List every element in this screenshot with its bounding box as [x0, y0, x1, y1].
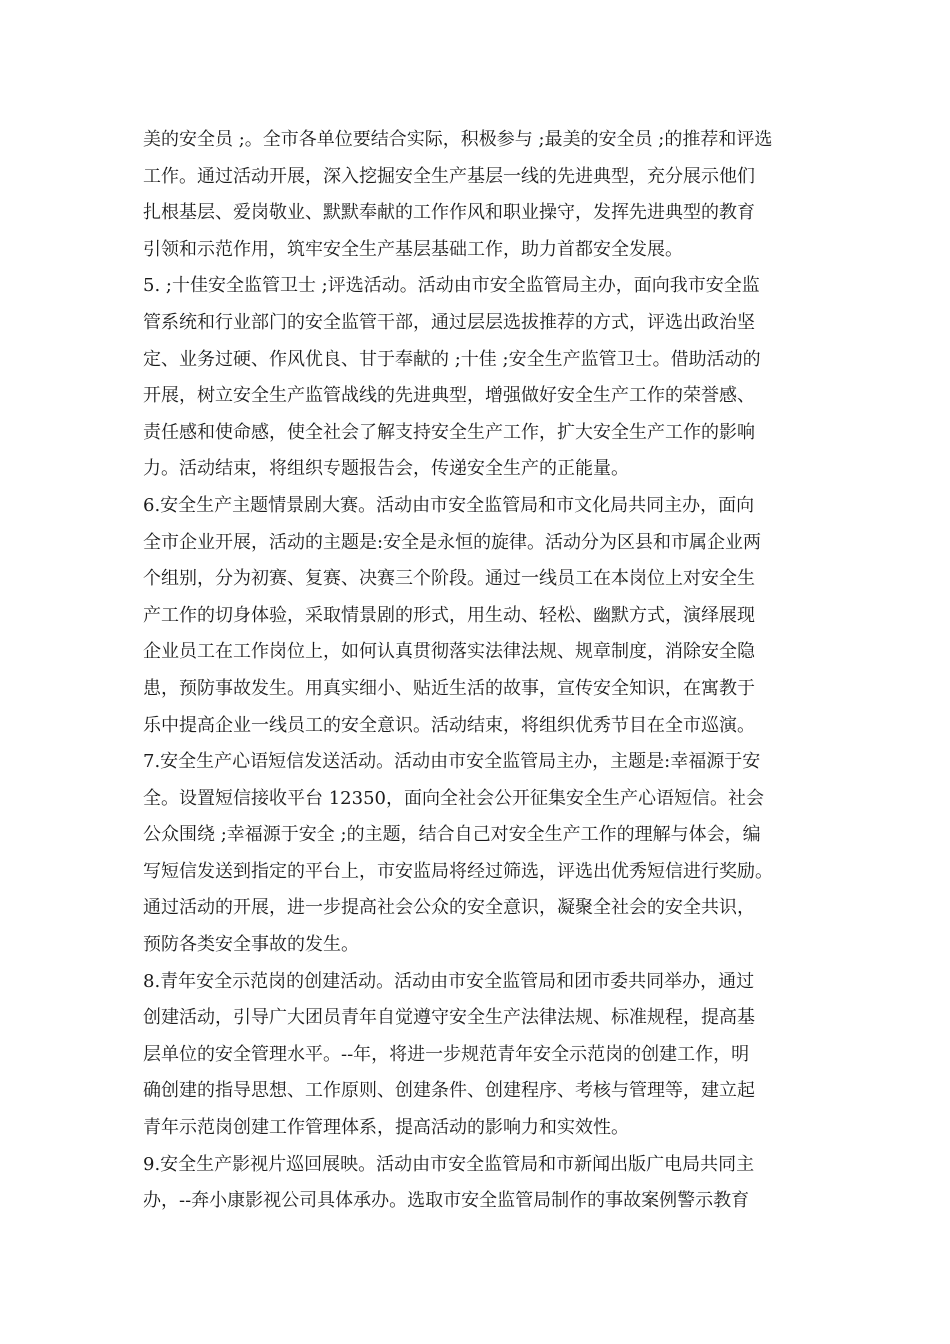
text-line: 通过活动的开展，进一步提高社会公众的安全意识，凝聚全社会的安全共识， — [143, 897, 755, 919]
text-line: 5. ;十佳安全监管卫士 ;评选活动。活动由市安全监管局主办，面向我市安全监 — [143, 275, 760, 297]
text-line: 7.安全生产心语短信发送活动。活动由市安全监管局主办，主题是:幸福源于安 — [143, 751, 761, 773]
text-line: 引领和示范作用，筑牢安全生产基层基础工作，助力首都安全发展。 — [143, 238, 683, 260]
text-line: 创建活动，引导广大团员青年自觉遵守安全生产法律法规、标准规程，提高基 — [143, 1007, 755, 1029]
text-line: 8.青年安全示范岗的创建活动。活动由市安全监管局和团市委共同举办，通过 — [143, 970, 755, 992]
text-line: 确创建的指导思想、工作原则、创建条件、创建程序、考核与管理等，建立起 — [143, 1080, 755, 1102]
document-body — [143, 122, 823, 1220]
text-line: 预防各类安全事故的发生。 — [143, 934, 359, 956]
text-line: 工作。通过活动开展，深入挖掘安全生产基层一线的先进典型，充分展示他们 — [143, 165, 755, 187]
text-line: 定、业务过硬、作风优良、甘于奉献的 ;十佳 ;安全生产监管卫士。借助活动的 — [143, 348, 761, 370]
text-line: 9.安全生产影视片巡回展映。活动由市安全监管局和市新闻出版广电局共同主 — [143, 1153, 755, 1175]
text-line: 全。设置短信接收平台 12350，面向全社会公开征集安全生产心语短信。社会 — [143, 787, 764, 809]
text-line: 力。活动结束，将组织专题报告会，传递安全生产的正能量。 — [143, 458, 629, 480]
text-line: 乐中提高企业一线员工的安全意识。活动结束，将组织优秀节目在全市巡演。 — [143, 714, 755, 736]
text-line: 青年示范岗创建工作管理体系，提高活动的影响力和实效性。 — [143, 1117, 629, 1139]
text-line: 开展，树立安全生产监管战线的先进典型，增强做好安全生产工作的荣誉感、 — [143, 385, 755, 407]
text-line: 层单位的安全管理水平。--年，将进一步规范青年安全示范岗的创建工作，明 — [143, 1043, 750, 1065]
text-line: 患，预防事故发生。用真实细小、贴近生活的故事，宣传安全知识，在寓教于 — [143, 677, 755, 699]
text-line: 产工作的切身体验，采取情景剧的形式，用生动、轻松、幽默方式，演绎展现 — [143, 604, 755, 626]
text-line: 企业员工在工作岗位上，如何认真贯彻落实法律法规、规章制度，消除安全隐 — [143, 641, 755, 663]
text-line: 6.安全生产主题情景剧大赛。活动由市安全监管局和市文化局共同主办，面向 — [143, 494, 755, 516]
text-line: 扎根基层、爱岗敬业、默默奉献的工作作风和职业操守，发挥先进典型的教育 — [143, 202, 755, 224]
text-line: 管系统和行业部门的安全监管干部，通过层层选拔推荐的方式，评选出政治坚 — [143, 311, 755, 333]
text-line: 责任感和使命感，使全社会了解支持安全生产工作，扩大安全生产工作的影响 — [143, 421, 755, 443]
text-line: 公众围绕 ;幸福源于安全 ;的主题，结合自己对安全生产工作的理解与体会，编 — [143, 824, 761, 846]
text-line: 全市企业开展，活动的主题是:安全是永恒的旋律。活动分为区县和市属企业两 — [143, 531, 762, 553]
text-line: 美的安全员 ;。全市各单位要结合实际，积极参与 ;最美的安全员 ;的推荐和评选 — [143, 129, 773, 150]
text-line: 个组别，分为初赛、复赛、决赛三个阶段。通过一线员工在本岗位上对安全生 — [143, 568, 755, 590]
text-line: 写短信发送到指定的平台上，市安监局将经过筛选，评选出优秀短信进行奖励。 — [143, 860, 773, 882]
text-line: 办，--奔小康影视公司具体承办。选取市安全监管局制作的事故案例警示教育 — [143, 1190, 750, 1212]
